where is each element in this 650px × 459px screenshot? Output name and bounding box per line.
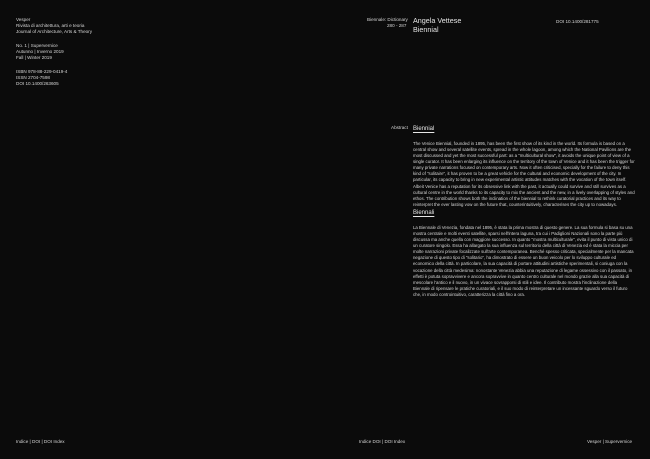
journal-name: Vesper [16, 17, 31, 22]
abstract-it [413, 209, 635, 298]
page-range: 280 - 287 [387, 22, 407, 28]
journal-info [16, 17, 92, 35]
abstract-en [413, 125, 635, 208]
journal-subtitle-it: Rivista di architettura, arti e teoria [16, 23, 85, 29]
abstract-label: Abstract [391, 125, 408, 130]
abstract-it-text: La Biennale di Venezia, fondata nel 1895, è stata la prima mostra di questo genere. La sua formula si basa su una mostra centrale e molti eventi satellite, sparsi nell'intera laguna, tra cui i Padiglioni Nazionali sono la parte più discussa ma anche quella con maggiore successo. In quanto "mostra multiculturale", evita il punto di vista unico di un curatore singolo. Essa ha allargato la sua influenza sul territorio della città di Venezia ed è stata la miccia per molte narrazioni private focalizzate sull'arte contemporanea. Benché spesso criticata, specialmente per la mancata negazione di questo tipo di "solitario", ha dimostrato di essere un buon veicolo per lo sviluppo culturale ed economico della città. In particolare, la sua capacità di portare attitudini artistiche sperimentali, si coniuga con la vocazione della città medesima: nonostante Venezia abbia una reputazione di legame ossessivo con il passato, in effetti è potuta sopravvivere e ancora sopravvive in quanto centro culturale nel mondo grazie alla sua capacità di mescolare l'antico e il nuovo, in un vivace sovrapporsi di stili e idee. Il contributo mostra l'inclinazione della Biennale di ripensare le pratiche curatoriali, e il suo modo di reinterpretare un incessante sguardo verso il futuro che, in modo controintuitivo, caratterizza la città fino a ora. [413, 224, 634, 298]
issn: ISSN 2704-7598 [16, 75, 50, 81]
identifiers [16, 69, 67, 87]
abstract-en-heading: Biennial [413, 126, 435, 132]
footer-center: Indice DOI | DOI Index [359, 439, 406, 444]
article-header [413, 17, 461, 34]
section-tag-block [367, 17, 408, 29]
journal-doi: DOI 10.1400/263605 [16, 81, 59, 87]
abstract-it-heading: Biennali [413, 210, 435, 216]
issue-season-en: Fall | Winter 2019 [16, 55, 52, 61]
issue-season-it: Autunno | Inverno 2019 [16, 49, 64, 55]
journal-subtitle-en: Journal of Architecture, Arts & Theory [16, 29, 93, 35]
footer-right: Vesper | Supervernice [587, 439, 633, 444]
section-tag: Biennale: Dictionary [367, 17, 408, 22]
article-doi: DOI 10.1400/281775 [556, 19, 599, 24]
issue-number: No. 1 | Supervernice [16, 43, 58, 48]
issue-info [16, 43, 64, 61]
abstract-en-text: The Venice Biennial, founded in 1895, has been the first show of its kind in the world. Its formula is based on a central show and several satellite events, spread in the whole lagoon, among which the National Pavilions are the most discussed and yet the most successful part: as a "multicultural show", it avoids the unique point of view of a single curator. It has been enlarging its influence on the territory of the town of Venice and it has been the trigger for many private narrations focused on contemporary arts. Now it often criticised, specially for the failure to deny this kind of "solitaire", it has proven to be a great vehicle for the cultural and economic development of the city. In particular, its capacity to bring in new experimental artistic attitudes matches with the vocation of the town itself. Albeit Venice has a reputation for its obsessive link with the past, it actually could survive and still survives as a cultural centre in the world thanks to its capacity to mix the ancient and the new, in a lively overlapping of styles and ethos. The contribution shows both the inclination of the biennial to rethink curatorial practices and its way to reinterpret the ever lasting vow on the future that, counterintuitively, characterises the city up to nowadays. [413, 140, 635, 208]
article-title: Biennial [413, 24, 439, 34]
isbn: ISBN 978-88-229-0419-4 [16, 69, 68, 74]
footer-left: Indice | DOI | DOI Index [16, 439, 65, 444]
author-name: Angela Vettese [413, 16, 462, 25]
